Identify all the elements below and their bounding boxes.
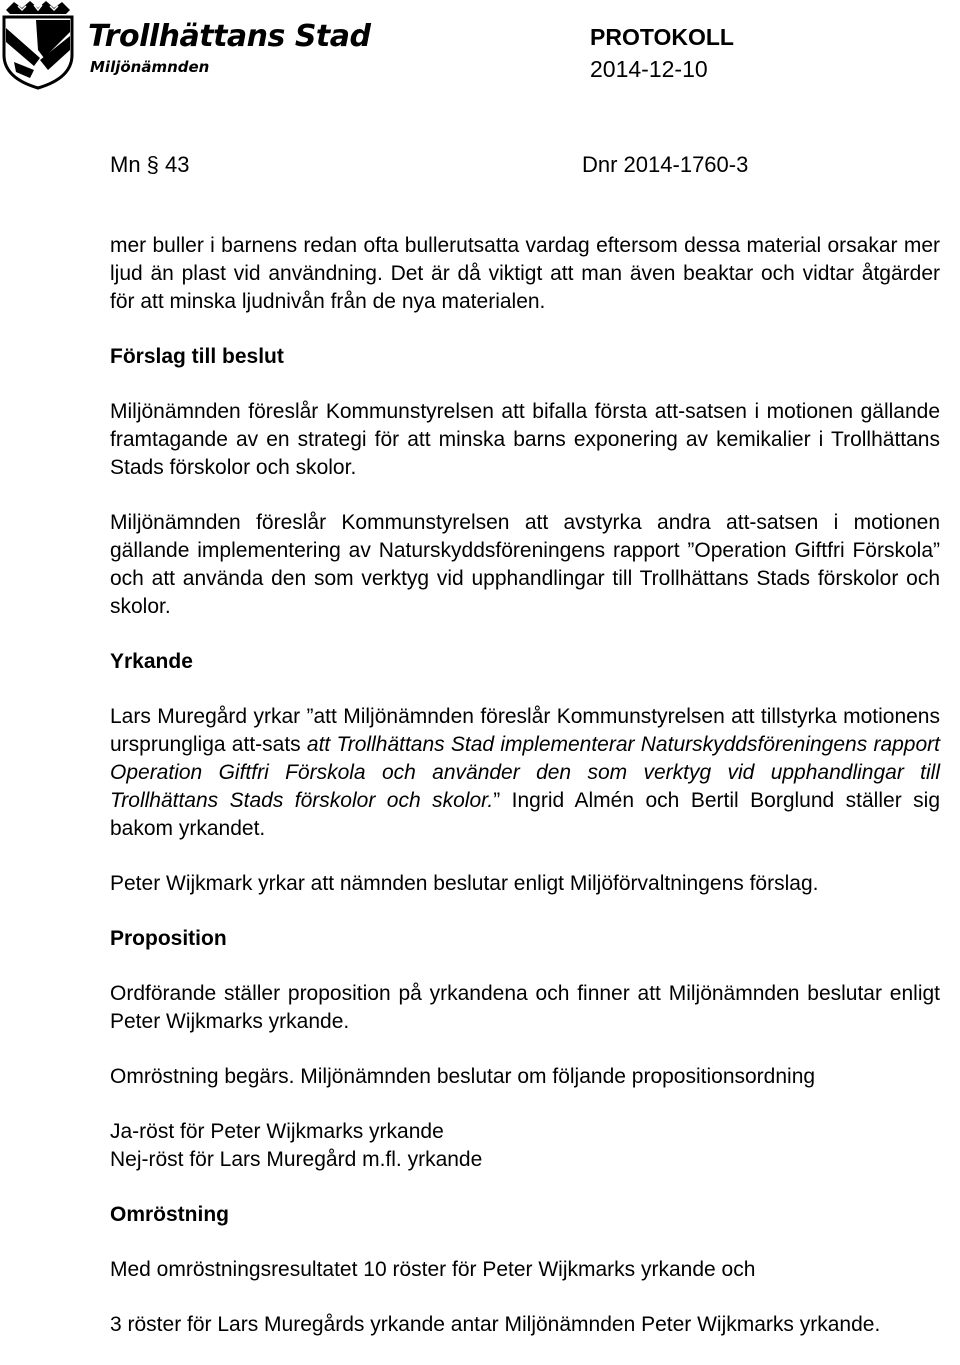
section-heading-proposition: Proposition: [110, 927, 227, 950]
paragraph-number: Mn § 43: [110, 152, 190, 177]
section-heading-yrkande: Yrkande: [110, 650, 193, 673]
org-name: Trollhättans Stad: [88, 19, 371, 54]
vote-option-ja: Ja-röst för Peter Wijkmarks yrkande: [110, 1120, 444, 1143]
document-date: 2014-12-10: [590, 56, 708, 82]
coat-of-arms-icon: [0, 0, 75, 90]
yrkande-text: Lars Muregård yrkar ”att Miljönämnden föreslår Kommunstyrelsen att tillstyrka motionens ursprungliga att-sats: [110, 705, 940, 756]
body-paragraph: Peter Wijkmark yrkar att nämnden beslutar enligt Miljöförvaltningens förslag.: [110, 872, 819, 895]
document-type: PROTOKOLL: [590, 24, 734, 50]
body-paragraph: [110, 703, 940, 843]
section-heading-forslag: Förslag till beslut: [110, 345, 284, 368]
body-paragraph: Miljönämnden föreslår Kommunstyrelsen att bifalla första att-satsen i motionen gällande framtagande av en strategi för att minska barns exponering av kemikalier i Trollhättans Stads förskolor och skolor.: [110, 400, 940, 479]
document-header: [0, 0, 960, 100]
document-body: [110, 232, 940, 1339]
body-paragraph: 3 röster för Lars Muregårds yrkande antar Miljönämnden Peter Wijkmarks yrkande.: [110, 1313, 881, 1336]
yrkande-text: ” Ingrid Almén och Bertil Borglund ställer sig bakom yrkandet.: [110, 789, 941, 840]
section-heading-omrostning: Omröstning: [110, 1203, 229, 1226]
body-paragraph: Med omröstningsresultatet 10 röster för Peter Wijkmarks yrkande och: [110, 1258, 756, 1281]
body-paragraph: Omröstning begärs. Miljönämnden beslutar om följande propositionsordning: [110, 1065, 816, 1088]
yrkande-quote: att Trollhättans Stad implementerar Naturskyddsföreningens rapport Operation Giftfri Förskola och använder den som verktyg vid upphandlingar till Trollhättans Stads förskolor och skolor.: [110, 733, 940, 812]
org-unit: Miljönämnden: [90, 58, 210, 76]
body-paragraph: Ordförande ställer proposition på yrkandena och finner att Miljönämnden beslutar enligt Peter Wijkmarks yrkande.: [110, 982, 940, 1033]
vote-option-nej: Nej-röst för Lars Muregård m.fl. yrkande: [110, 1148, 483, 1171]
body-paragraph: mer buller i barnens redan ofta bullerutsatta vardag eftersom dessa material orsakar mer ljud än plast vid användning. Det är då viktigt att man även beaktar och vidtar åtgärder för att minska ljudnivån från de nya materialen.: [110, 234, 940, 313]
diary-number: Dnr 2014-1760-3: [582, 152, 749, 177]
body-paragraph: Miljönämnden föreslår Kommunstyrelsen att avstyrka andra att-satsen i motionen gällande implementering av Naturskyddsföreningens rapport ”Operation Giftfri Förskola” och att använda den som verktyg vid upphandlingar till Trollhättans Stads förskolor och skolor.: [110, 511, 940, 618]
